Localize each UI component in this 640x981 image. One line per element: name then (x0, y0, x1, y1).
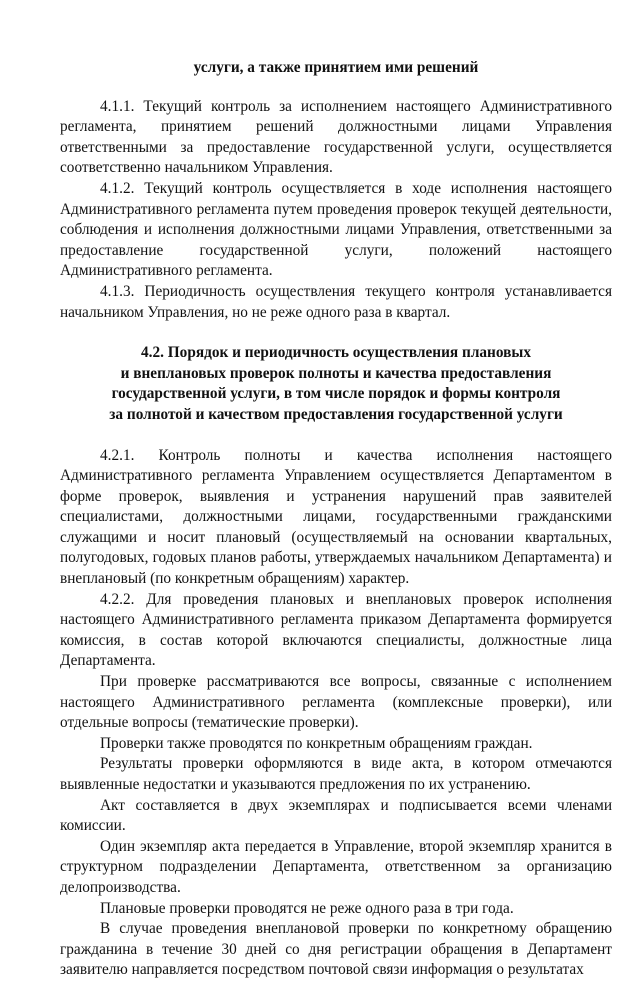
paragraph-4-1-2: 4.1.2. Текущий контроль осуществляется в ходе исполнения настоящего Административного регламента путем проведения проверок текущей деятельности, соблюдения и исполнения должностными лицами Управления, ответственными за предоставление государственной услуги, положений настоящего Административного регламента. (60, 179, 612, 280)
paragraph-4-2-1: 4.2.1. Контроль полноты и качества исполнения настоящего Административного регламента Управлением осуществляется Департаментом в форме проверок, выявления и устранения нарушений прав заявителей специалистами, должностными лицами, государственными гражданскими служащими и носит плановый (осуществляемый на основании квартальных, полугодовых, годовых планов работы, утверждаемых начальником Департамента) и внеплановый (по конкретным обращениям) характер. (60, 446, 612, 588)
paragraph-unplanned-inspection: В случае проведения внеплановой проверки по конкретному обращению гражданина в течение 30 дней со дня регистрации обращения в Департамент заявителю направляется посредством почтовой связи информация о результатах (60, 920, 612, 979)
section-heading-4-2 (60, 343, 612, 425)
section-heading-4-2-line: и внеплановых проверок полноты и качества предоставления (120, 364, 552, 382)
paragraph-inspection-results: Результаты проверки оформляются в виде акта, в котором отмечаются выявленные недостатки и указываются предложения по их устранению. (60, 755, 612, 793)
paragraph-4-2-2: 4.2.2. Для проведения плановых и внеплановых проверок исполнения настоящего Административного регламента приказом Департамента формируется комиссия, в состав которой включаются специалисты, должностные лица Департамента. (60, 590, 612, 670)
section-heading-4-2-line: 4.2. Порядок и периодичность осуществления плановых (141, 344, 531, 362)
section-heading-4-1-tail: услуги, а также принятием ими решений (193, 59, 479, 76)
paragraph-citizen-appeals: Проверки также проводятся по конкретным обращениям граждан. (100, 734, 533, 752)
paragraph-act-copies: Акт составляется в двух экземплярах и подписывается всеми членами комиссии. (60, 796, 612, 835)
paragraph-inspection-scope: При проверке рассматриваются все вопросы, связанные с исполнением настоящего Административного регламента (комплексные проверки), или отдельные вопросы (тематические проверки). (60, 673, 612, 732)
paragraph-4-1-3: 4.1.3. Периодичность осуществления текущего контроля устанавливается начальником Управления, но не реже одного раза в квартал. (60, 282, 612, 321)
section-heading-4-2-line: государственной услуги, в том числе порядок и формы контроля (111, 385, 561, 403)
document-page (60, 58, 612, 981)
paragraph-act-storage: Один экземпляр акта передается в Управление, второй экземпляр хранится в структурном подразделении Департамента, ответственном за организацию делопроизводства. (60, 837, 612, 896)
section-heading-4-2-line: за полнотой и качеством предоставления государственной услуги (109, 405, 563, 423)
paragraph-planned-frequency: Плановые проверки проводятся не реже одного раза в три года. (100, 899, 514, 917)
paragraph-4-1-1: 4.1.1. Текущий контроль за исполнением настоящего Административного регламента, принятием решений должностными лицами Управления ответственными за предоставление государственной услуги, осуществляется соответственно начальником Управления. (60, 97, 612, 177)
